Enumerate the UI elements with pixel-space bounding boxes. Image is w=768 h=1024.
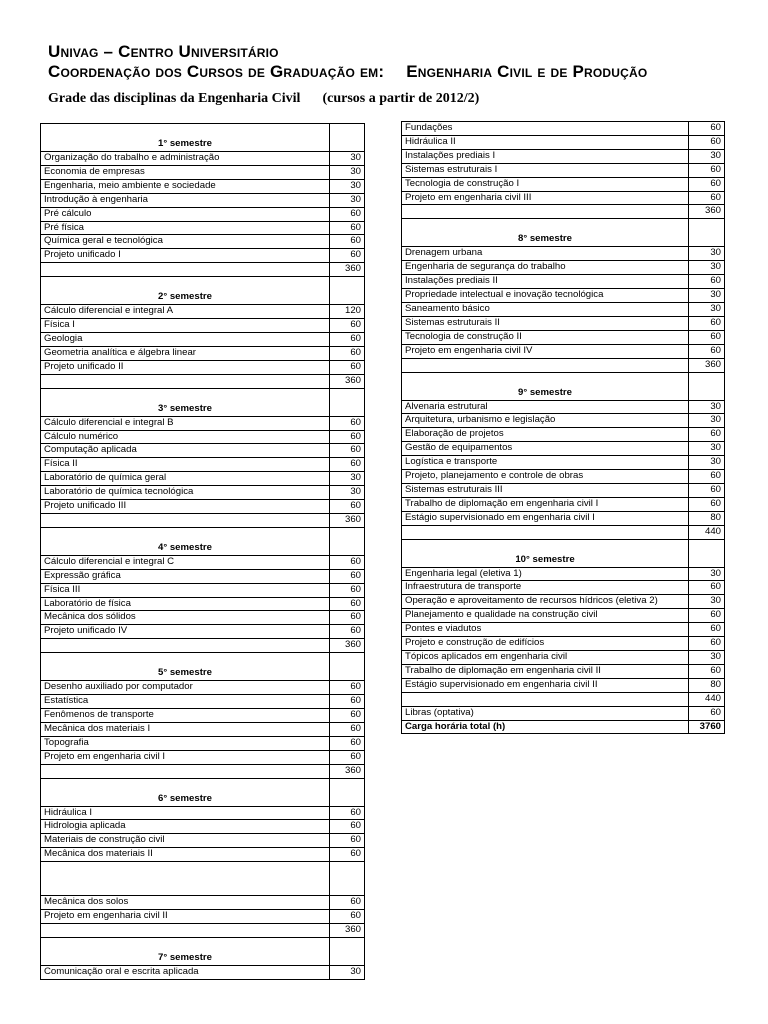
course-row: [41, 736, 365, 750]
course-name: Projeto em engenharia civil I: [41, 750, 330, 764]
course-row: [41, 165, 365, 179]
course-name: Hidráulica I: [41, 806, 330, 820]
course-hours: 60: [689, 191, 725, 205]
course-row: [41, 193, 365, 207]
semester-title: 6° semestre: [41, 778, 330, 806]
course-row: [41, 346, 365, 360]
course-row: [41, 681, 365, 695]
course-hours: 60: [330, 722, 365, 736]
course-row: [41, 332, 365, 346]
total-label-blank: [402, 205, 689, 219]
course-row: [402, 483, 725, 497]
course-hours: 60: [330, 896, 365, 910]
course-row: [41, 430, 365, 444]
course-hours: 60: [330, 430, 365, 444]
semester-hours-blank: [689, 539, 725, 567]
course-row: [41, 896, 365, 910]
course-name: Mecânica dos materiais I: [41, 722, 330, 736]
course-row: [402, 344, 725, 358]
course-hours: 30: [689, 149, 725, 163]
course-row: [402, 330, 725, 344]
course-hours: 60: [330, 458, 365, 472]
course-hours: 30: [330, 165, 365, 179]
course-hours: 60: [330, 207, 365, 221]
course-name: Cálculo diferencial e integral B: [41, 416, 330, 430]
course-row: [41, 360, 365, 374]
course-hours: 60: [689, 275, 725, 289]
course-name: Projeto e construção de edifícios: [402, 637, 689, 651]
course-hours: 60: [689, 609, 725, 623]
grand-total-hours: 3760: [689, 720, 725, 734]
course-name: Materiais de construção civil: [41, 834, 330, 848]
coordination-label: Coordenação dos Cursos de Graduação em:: [48, 62, 385, 81]
grade-period: (cursos a partir de 2012/2): [322, 91, 480, 106]
course-hours: 30: [689, 651, 725, 665]
course-hours: 60: [330, 709, 365, 723]
course-name: Infraestrutura de transporte: [402, 581, 689, 595]
course-name: Mecânica dos materiais II: [41, 848, 330, 862]
course-row: [402, 428, 725, 442]
course-row: [402, 289, 725, 303]
course-hours: 60: [330, 750, 365, 764]
course-name: Tecnologia de construção I: [402, 177, 689, 191]
course-name: Pontes e viadutos: [402, 623, 689, 637]
course-name: Mecânica dos solos: [41, 896, 330, 910]
semester-hours-blank: [330, 937, 365, 965]
course-row: [402, 414, 725, 428]
course-hours: 60: [330, 444, 365, 458]
course-name: Projeto unificado I: [41, 249, 330, 263]
course-name: Projeto em engenharia civil II: [41, 910, 330, 924]
course-hours: 60: [330, 806, 365, 820]
course-row: [41, 221, 365, 235]
grand-total-row: [402, 720, 725, 734]
course-hours: 60: [689, 163, 725, 177]
course-hours: 30: [689, 456, 725, 470]
total-label-blank: [402, 358, 689, 372]
course-row: [402, 497, 725, 511]
course-row: [402, 442, 725, 456]
semester-total-hours: 440: [689, 692, 725, 706]
course-hours: 60: [330, 736, 365, 750]
course-row: [41, 555, 365, 569]
course-hours: 60: [330, 360, 365, 374]
semester-total-hours: 360: [330, 513, 365, 527]
course-row: [41, 472, 365, 486]
course-name: Elaboração de projetos: [402, 428, 689, 442]
semester-total-row: [41, 374, 365, 388]
course-row: [41, 152, 365, 166]
course-hours: 60: [330, 910, 365, 924]
course-hours: 60: [689, 637, 725, 651]
course-name: Pré cálculo: [41, 207, 330, 221]
course-name: Estágio supervisionado em engenharia civil I: [402, 511, 689, 525]
course-hours: 60: [330, 611, 365, 625]
course-name: Cálculo diferencial e integral A: [41, 305, 330, 319]
course-name: Projeto em engenharia civil IV: [402, 344, 689, 358]
course-row: [402, 609, 725, 623]
course-name: Projeto, planejamento e controle de obras: [402, 470, 689, 484]
semester-total-row: [41, 513, 365, 527]
course-hours: 60: [689, 483, 725, 497]
spacer-cell: [330, 862, 365, 896]
semester-total-hours: 360: [689, 205, 725, 219]
course-name: Geologia: [41, 332, 330, 346]
course-row: [402, 664, 725, 678]
course-row: [41, 709, 365, 723]
course-name: Computação aplicada: [41, 444, 330, 458]
course-hours: 60: [689, 470, 725, 484]
course-hours: 60: [330, 249, 365, 263]
semester-hours-blank: [330, 527, 365, 555]
semester-hours-blank: [689, 219, 725, 247]
course-name: Saneamento básico: [402, 302, 689, 316]
course-row: [41, 416, 365, 430]
course-hours: 60: [689, 623, 725, 637]
semester-header-s5: [41, 653, 365, 681]
semester-total-row: [41, 764, 365, 778]
course-row: [41, 625, 365, 639]
semester-header-s9: [402, 372, 725, 400]
course-name: Sistemas estruturais I: [402, 163, 689, 177]
course-hours: 60: [330, 834, 365, 848]
semester-hours-blank: [330, 653, 365, 681]
course-hours: 60: [689, 581, 725, 595]
course-name: Geometria analítica e álgebra linear: [41, 346, 330, 360]
course-row: [41, 820, 365, 834]
semester-total-row: [402, 692, 725, 706]
semester-total-hours: 440: [689, 525, 725, 539]
course-name: Química geral e tecnológica: [41, 235, 330, 249]
course-row: [41, 458, 365, 472]
course-name: Planejamento e qualidade na construção civil: [402, 609, 689, 623]
course-name: Desenho auxiliado por computador: [41, 681, 330, 695]
total-label-blank: [41, 923, 330, 937]
course-hours: 60: [330, 583, 365, 597]
course-hours: 30: [689, 261, 725, 275]
course-hours: 120: [330, 305, 365, 319]
course-name: Topografia: [41, 736, 330, 750]
total-label-blank: [41, 639, 330, 653]
course-name: Sistemas estruturais III: [402, 483, 689, 497]
total-label-blank: [41, 263, 330, 277]
course-hours: 30: [330, 486, 365, 500]
course-row: [402, 261, 725, 275]
course-hours: 60: [330, 555, 365, 569]
course-row: [41, 806, 365, 820]
course-name: Laboratório de química geral: [41, 472, 330, 486]
course-row: [402, 191, 725, 205]
course-hours: 60: [330, 820, 365, 834]
course-name: Engenharia legal (eletiva 1): [402, 567, 689, 581]
course-hours: 60: [689, 135, 725, 149]
course-row: [402, 275, 725, 289]
course-hours: 60: [330, 235, 365, 249]
course-name: Arquitetura, urbanismo e legislação: [402, 414, 689, 428]
semester-total-row: [41, 639, 365, 653]
course-row: [402, 122, 725, 136]
semester-hours-blank: [330, 388, 365, 416]
spacer-cell: [41, 862, 330, 896]
course-hours: 60: [689, 706, 725, 720]
semester-total-hours: 360: [330, 923, 365, 937]
semester-total-hours: 360: [330, 263, 365, 277]
course-row: [41, 569, 365, 583]
course-hours: 80: [689, 511, 725, 525]
course-hours: 30: [330, 179, 365, 193]
semester-title: 3° semestre: [41, 388, 330, 416]
course-row: [41, 611, 365, 625]
course-row: [402, 651, 725, 665]
course-name: Logística e transporte: [402, 456, 689, 470]
semester-hours-blank: [330, 778, 365, 806]
semester-total-row: [41, 923, 365, 937]
course-row: [41, 834, 365, 848]
semester-title: 1° semestre: [41, 124, 330, 152]
course-row: [41, 583, 365, 597]
course-row: [41, 695, 365, 709]
semester-header-s1: [41, 124, 365, 152]
course-row: [41, 910, 365, 924]
semester-header-s10: [402, 539, 725, 567]
course-hours: 30: [330, 152, 365, 166]
course-row: [402, 456, 725, 470]
course-row: [402, 470, 725, 484]
course-row: [402, 302, 725, 316]
course-hours: 60: [689, 664, 725, 678]
course-name: Cálculo numérico: [41, 430, 330, 444]
total-label-blank: [402, 692, 689, 706]
grade-label: Grade das disciplinas da Engenharia Civil: [48, 91, 301, 106]
semester-total-hours: 360: [689, 358, 725, 372]
course-hours: 60: [330, 416, 365, 430]
total-label-blank: [41, 764, 330, 778]
semester-title: 5° semestre: [41, 653, 330, 681]
course-hours: 30: [689, 302, 725, 316]
course-name: Engenharia Civil e de Produção: [406, 62, 648, 81]
total-label-blank: [41, 374, 330, 388]
course-hours: 30: [689, 595, 725, 609]
semester-header-s3: [41, 388, 365, 416]
course-hours: 60: [689, 330, 725, 344]
course-row: [402, 163, 725, 177]
course-row: [41, 319, 365, 333]
course-name: Libras (optativa): [402, 706, 689, 720]
course-hours: 60: [689, 497, 725, 511]
course-row: [402, 511, 725, 525]
course-hours: 60: [330, 597, 365, 611]
course-hours: 60: [330, 625, 365, 639]
institution-title: Univag – Centro Universitário: [48, 42, 279, 61]
course-name: Hidráulica II: [402, 135, 689, 149]
course-hours: 30: [330, 193, 365, 207]
course-name: Hidrologia aplicada: [41, 820, 330, 834]
semester-header-s4: [41, 527, 365, 555]
course-row: [402, 678, 725, 692]
course-name: Trabalho de diplomação em engenharia civil II: [402, 664, 689, 678]
course-name: Introdução à engenharia: [41, 193, 330, 207]
course-row: [41, 486, 365, 500]
course-hours: 30: [689, 414, 725, 428]
left-curriculum-table: [40, 123, 365, 980]
course-hours: 60: [689, 344, 725, 358]
course-hours: 60: [330, 221, 365, 235]
course-name: Pré física: [41, 221, 330, 235]
course-name: Expressão gráfica: [41, 569, 330, 583]
libras-row: [402, 706, 725, 720]
course-name: Estatística: [41, 695, 330, 709]
course-hours: 30: [330, 965, 365, 979]
course-name: Laboratório de física: [41, 597, 330, 611]
course-row: [41, 848, 365, 862]
course-hours: 30: [689, 289, 725, 303]
course-hours: 30: [689, 400, 725, 414]
semester-total-row: [402, 205, 725, 219]
semester-title: 7° semestre: [41, 937, 330, 965]
course-name: Economia de empresas: [41, 165, 330, 179]
semester-total-hours: 360: [330, 764, 365, 778]
course-row: [41, 597, 365, 611]
course-name: Laboratório de química tecnológica: [41, 486, 330, 500]
course-name: Projeto unificado III: [41, 500, 330, 514]
grade-subtitle: [48, 91, 479, 107]
semester-total-hours: 360: [330, 374, 365, 388]
course-row: [402, 595, 725, 609]
course-name: Tópicos aplicados em engenharia civil: [402, 651, 689, 665]
course-row: [41, 249, 365, 263]
course-name: Drenagem urbana: [402, 247, 689, 261]
course-row: [41, 500, 365, 514]
course-row: [402, 149, 725, 163]
course-hours: 60: [689, 428, 725, 442]
course-row: [402, 623, 725, 637]
course-name: Operação e aproveitamento de recursos hídricos (eletiva 2): [402, 595, 689, 609]
course-name: Física II: [41, 458, 330, 472]
semester-title: 10° semestre: [402, 539, 689, 567]
semester-total-row: [402, 358, 725, 372]
course-row: [402, 316, 725, 330]
course-name: Instalações prediais I: [402, 149, 689, 163]
course-row: [41, 965, 365, 979]
course-row: [402, 567, 725, 581]
course-hours: 30: [330, 472, 365, 486]
total-label-blank: [41, 513, 330, 527]
course-name: Física I: [41, 319, 330, 333]
course-hours: 60: [330, 681, 365, 695]
course-row: [41, 444, 365, 458]
course-name: Propriedade intelectual e inovação tecnológica: [402, 289, 689, 303]
semester-hours-blank: [330, 277, 365, 305]
course-name: Projeto em engenharia civil III: [402, 191, 689, 205]
course-name: Estágio supervisionado em engenharia civil II: [402, 678, 689, 692]
course-hours: 60: [330, 500, 365, 514]
spacer-row: [41, 862, 365, 896]
semester-hours-blank: [330, 124, 365, 152]
course-row: [402, 400, 725, 414]
course-name: Projeto unificado II: [41, 360, 330, 374]
course-name: Mecânica dos sólidos: [41, 611, 330, 625]
course-hours: 60: [330, 346, 365, 360]
grand-total-label: Carga horária total (h): [402, 720, 689, 734]
semester-title: 2° semestre: [41, 277, 330, 305]
course-row: [402, 247, 725, 261]
course-hours: 30: [689, 567, 725, 581]
semester-header-s6: [41, 778, 365, 806]
course-hours: 60: [330, 332, 365, 346]
course-name: Engenharia de segurança do trabalho: [402, 261, 689, 275]
course-row: [402, 581, 725, 595]
semester-total-row: [402, 525, 725, 539]
course-name: Fenômenos de transporte: [41, 709, 330, 723]
course-hours: 60: [330, 319, 365, 333]
course-row: [41, 750, 365, 764]
semester-total-hours: 360: [330, 639, 365, 653]
course-hours: 60: [689, 316, 725, 330]
course-name: Engenharia, meio ambiente e sociedade: [41, 179, 330, 193]
semester-header-s7: [41, 937, 365, 965]
course-hours: 60: [330, 848, 365, 862]
course-name: Gestão de equipamentos: [402, 442, 689, 456]
course-hours: 60: [330, 569, 365, 583]
semester-title: 9° semestre: [402, 372, 689, 400]
course-row: [41, 179, 365, 193]
semester-title: 8° semestre: [402, 219, 689, 247]
course-hours: 60: [689, 122, 725, 136]
course-name: Trabalho de diplomação em engenharia civil I: [402, 497, 689, 511]
semester-total-row: [41, 263, 365, 277]
course-name: Física III: [41, 583, 330, 597]
course-name: Sistemas estruturais II: [402, 316, 689, 330]
course-name: Cálculo diferencial e integral C: [41, 555, 330, 569]
course-row: [41, 207, 365, 221]
course-row: [41, 722, 365, 736]
course-name: Comunicação oral e escrita aplicada: [41, 965, 330, 979]
course-row: [402, 135, 725, 149]
semester-header-s2: [41, 277, 365, 305]
course-name: Fundações: [402, 122, 689, 136]
semester-header-s8: [402, 219, 725, 247]
course-hours: 60: [689, 177, 725, 191]
course-name: Alvenaria estrutural: [402, 400, 689, 414]
right-curriculum-table: [401, 121, 725, 734]
course-row: [41, 235, 365, 249]
course-row: [402, 177, 725, 191]
course-row: [41, 305, 365, 319]
course-name: Projeto unificado IV: [41, 625, 330, 639]
course-hours: 60: [330, 695, 365, 709]
course-hours: 80: [689, 678, 725, 692]
course-hours: 30: [689, 442, 725, 456]
semester-title: 4° semestre: [41, 527, 330, 555]
course-row: [402, 637, 725, 651]
total-label-blank: [402, 525, 689, 539]
course-hours: 30: [689, 247, 725, 261]
course-name: Organização do trabalho e administração: [41, 152, 330, 166]
semester-hours-blank: [689, 372, 725, 400]
course-name: Instalações prediais II: [402, 275, 689, 289]
coordination-title: [48, 62, 647, 82]
course-name: Tecnologia de construção II: [402, 330, 689, 344]
